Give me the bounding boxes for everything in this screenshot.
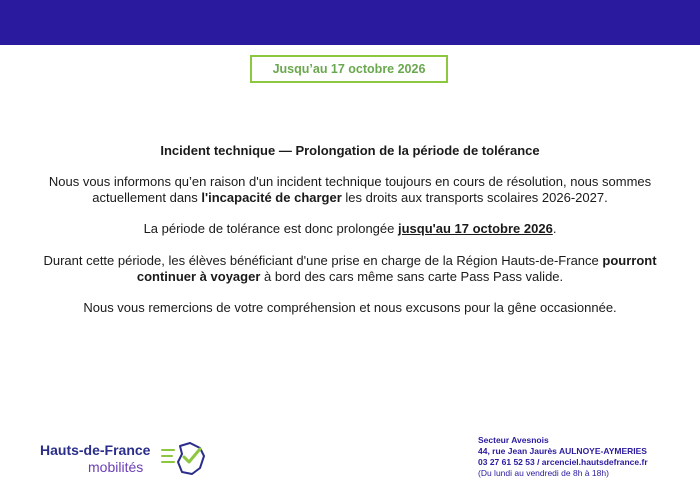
p1-text-bold: l'incapacité de charger xyxy=(201,190,342,205)
notice-paragraph-3 xyxy=(20,253,680,285)
notice-title: Incident technique — Prolongation de la période de tolérance xyxy=(160,143,540,158)
hauts-de-france-mobilites-logo xyxy=(40,440,220,480)
contact-phone-web: 03 27 61 52 53 / arcenciel.hautsdefrance.fr xyxy=(478,457,648,467)
p3-text-bold: pourront continuer à voyager xyxy=(136,253,657,284)
contact-sector: Secteur Avesnois xyxy=(478,435,549,445)
deadline-label: Jusqu’au 17 octobre 2026 xyxy=(272,62,426,76)
notice-paragraph-2 xyxy=(20,221,680,237)
p2-text-a: La période de tolérance est donc prolongée xyxy=(143,221,398,236)
contact-block xyxy=(478,435,693,479)
notice-paragraph-1 xyxy=(20,174,680,206)
contact-address: 44, rue Jean Jaurès AULNOYE-AYMERIES xyxy=(478,446,647,456)
p2-text-underline: jusqu'au 17 octobre 2026 xyxy=(397,221,553,236)
france-map-check-icon xyxy=(160,440,210,478)
logo-line1: Hauts-de-France xyxy=(40,442,151,458)
p3-text-c: à bord des cars même sans carte Pass Pass valide. xyxy=(260,269,564,284)
p1-text-c: les droits aux transports scolaires 2026-2027. xyxy=(341,190,608,205)
p3-text-a: Durant cette période, les élèves bénéficiant d'une prise en charge de la Région Hauts-de-France xyxy=(43,253,603,268)
p2-text-c: . xyxy=(552,221,557,236)
header-bar xyxy=(0,0,700,45)
notice-paragraph-4: Nous vous remercions de votre compréhension et nous excusons pour la gêne occasionnée. xyxy=(83,300,617,315)
deadline-badge xyxy=(250,55,448,83)
p1-text-a: Nous vous informons qu’en raison d'un incident technique toujours en cours de résolution, nous sommes actuellement dans xyxy=(48,174,652,205)
contact-hours: (Du lundi au vendredi de 8h à 18h) xyxy=(478,468,609,478)
logo-line2: mobilités xyxy=(88,459,144,475)
